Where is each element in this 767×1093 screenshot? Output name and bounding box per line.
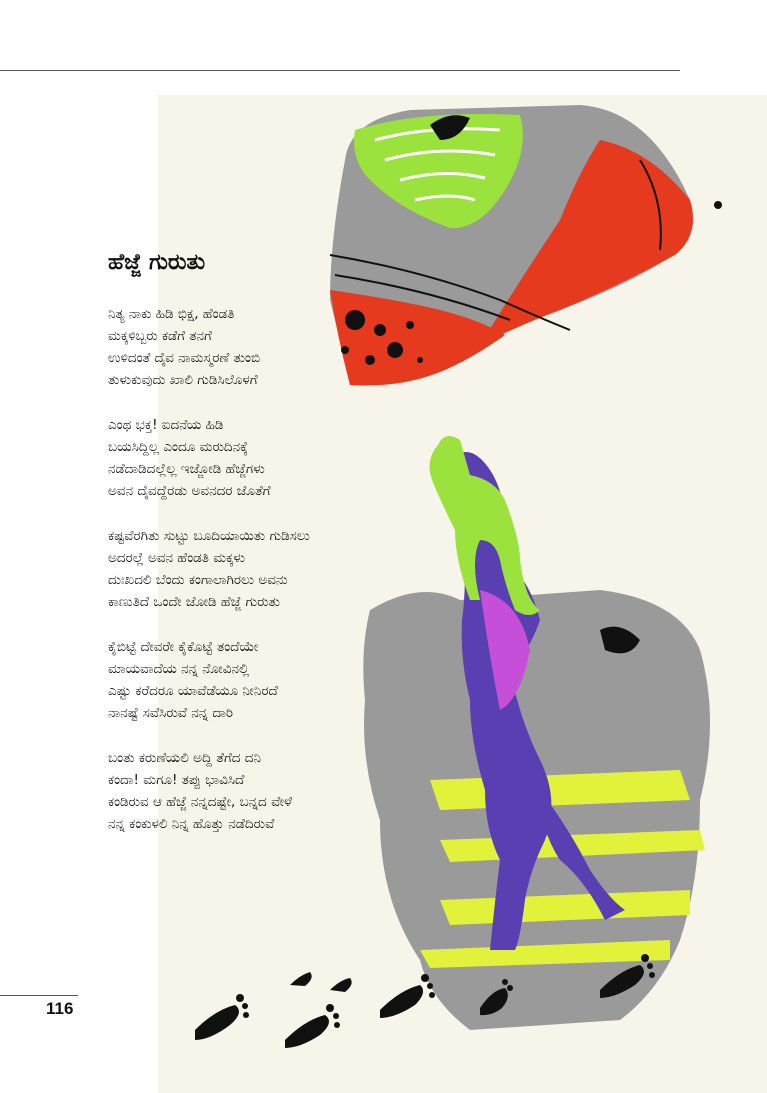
poem-line: ತುಳುಕುವುದು ಖಾಲಿ ಗುಡಿಸಿಲೊಳಗೆ xyxy=(108,372,258,388)
poem-line: ಕಂಡಿರುವ ಆ ಹೆಜ್ಜೆ ನನ್ನದಷ್ಟೇ, ಬನ್ನದ ವೇಳೆ xyxy=(108,794,293,810)
stanza-1 xyxy=(108,303,408,391)
poem-line: ಕಂದಾ! ಮಗೂ! ತಪ್ಪು ಭಾವಿಸಿದೆ xyxy=(108,772,245,788)
poem-line: ಬಂತು ಕರುಣೆಯಲಿ ಅದ್ದಿ ತೆಗೆದ ದನಿ xyxy=(108,750,262,766)
poem-line: ಮಕ್ಕಳಿಬ್ಬರು ಕಡೆಗೆ ತನಗೆ xyxy=(108,328,212,344)
poem-line: ಅವನ ದೈವದ್ದೆರಡು ಅವನದರ ಜೊತೆಗೆ xyxy=(108,483,271,499)
poem-title: ಹೆಜ್ಜೆ ಗುರುತು xyxy=(108,250,206,275)
poem-line: ನಿತ್ಯ ನಾಕು ಹಿಡಿ ಭಿಕ್ಷ, ಹೆಂಡತಿ xyxy=(108,306,235,322)
poem-line: ನಡೆದಾಡಿದಲ್ಲೆಲ್ಲ ಇಜ್ಜೋಡಿ ಹೆಜ್ಜೆಗಳು xyxy=(108,461,265,477)
poem-body xyxy=(108,303,408,858)
poem-line: ಕೈಬಿಟ್ಟೆ ದೇವರೇ ಕೈಕೊಟ್ಟೆ ತಂದೆಯೇ xyxy=(108,639,259,655)
poem-line: ದುಃಖದಲಿ ಬೆಂದು ಕಂಗಾಲಾಗಿರಲು ಅವನು xyxy=(108,572,288,588)
stanza-2 xyxy=(108,414,408,502)
poem-line: ಅದರಲ್ಲೆ ಅವನ ಹೆಂಡತಿ ಮಕ್ಕಳು xyxy=(108,550,246,566)
poem-line: ಮಾಯವಾದೆಯ ನನ್ನ ನೋವಿನಲ್ಲಿ xyxy=(108,661,250,677)
stanza-3 xyxy=(108,525,408,613)
poem-line: ಕಷ್ಟವೆರಗಿತು ಸುಟ್ಟು ಬೂದಿಯಾಯಿತು ಗುಡಿಸಲು xyxy=(108,528,310,544)
stanza-5 xyxy=(108,747,408,835)
poem-line: ಕಾಣುತಿದೆ ಒಂದೇ ಜೋಡಿ ಹೆಜ್ಜೆ ಗುರುತು xyxy=(108,594,281,610)
poem-line: ನಾನಷ್ಟೆ ಸವೆಸಿರುವೆ ನನ್ನ ದಾರಿ xyxy=(108,705,233,721)
poem-line: ಎಂಥ ಭಕ್ತ! ಐದನೆಯ ಹಿಡಿ xyxy=(108,417,224,433)
poem-line: ಬಯಸಿದ್ದಿಲ್ಲ ಎಂದೂ ಮರುದಿನಕ್ಕೆ xyxy=(108,439,249,455)
stanza-4 xyxy=(108,636,408,724)
poem-line: ಉಳಿದಂತೆ ದೈವ ನಾಮಸ್ಮರಣೆ ತುಂಬಿ xyxy=(108,350,261,366)
page-number: 116 xyxy=(46,999,74,1018)
poem-line: ಎಷ್ಟು ಕರೆದರೂ ಯಾವೆಡೆಯೂ ನೀನಿರದೆ xyxy=(108,683,278,699)
poem-line: ನನ್ನ ಕಂಕುಳಲಿ ನಿನ್ನ ಹೊತ್ತು ನಡೆದಿರುವೆ xyxy=(108,816,275,832)
